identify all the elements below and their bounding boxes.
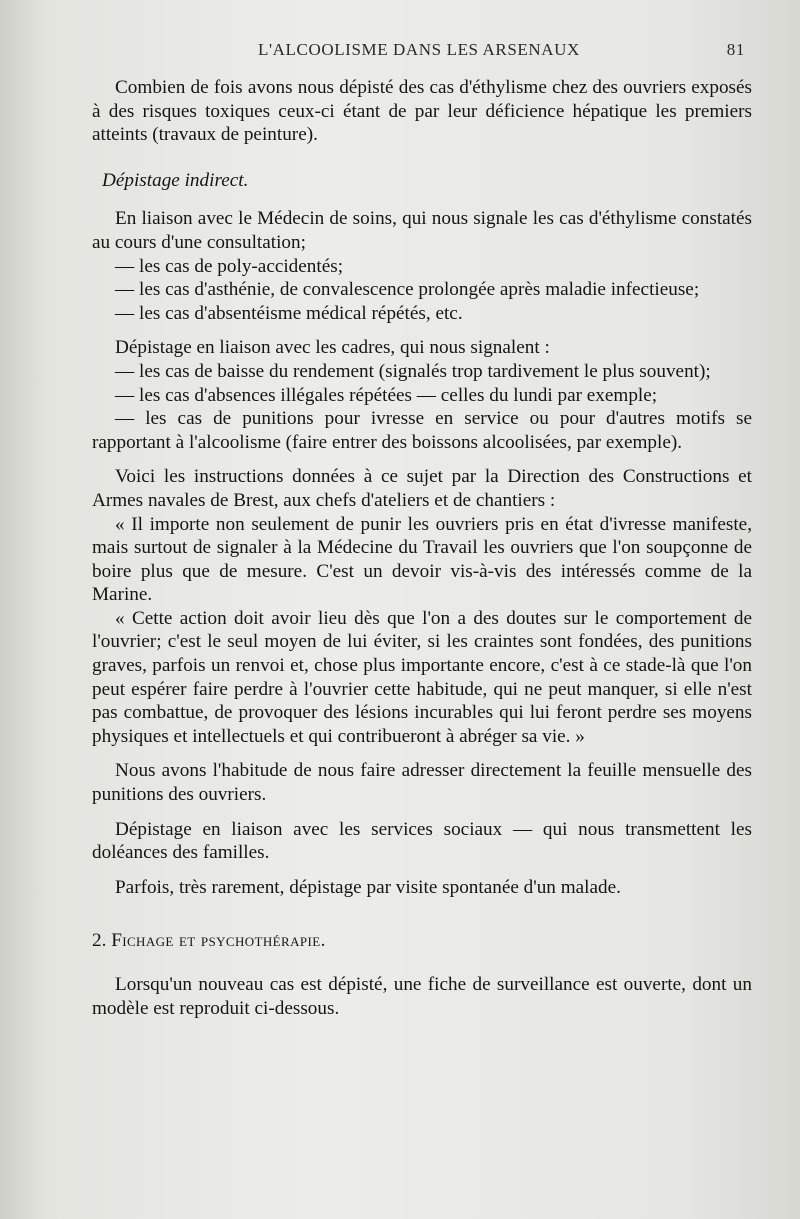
paragraph-instructions: Voici les instructions données à ce sujet par la Direction des Constructions et Armes navales de Brest, aux chefs d'ateliers et de chantiers :	[92, 466, 752, 511]
section-title: Fichage et psychothérapie.	[111, 930, 326, 952]
paragraph-surveillance-form: Lorsqu'un nouveau cas est dépisté, une fiche de surveillance est ouverte, dont un modèle est reproduit ci-dessous.	[92, 974, 752, 1019]
list-item: — les cas de punitions pour ivresse en service ou pour d'autres motifs se rapportant à l'alcoolisme (faire entrer des boissons alcoolisées, par exemple).	[92, 408, 752, 453]
paragraph-toxic-risks: Combien de fois avons nous dépisté des cas d'éthylisme chez des ouvriers exposés à des risques toxiques ceux-ci étant de par leur déficience hépatique les premiers atteints (travaux de peinture).	[92, 77, 752, 146]
paragraph-monthly-sheet: Nous avons l'habitude de nous faire adresser directement la feuille mensuelle des punitions des ouvriers.	[92, 760, 752, 806]
subheading-indirect-screening: Dépistage indirect.	[102, 169, 249, 191]
quote-paragraph: « Cette action doit avoir lieu dès que l'on a des doutes sur le comportement de l'ouvrier; c'est le seul moyen de lui éviter, si les craintes sont fondées, des punitions graves, parfois un renvoi et, chose plus importante encore, c'est à ce stade-là que l'on peut espérer faire perdre à l'ouvrier cette habitude, qui ne peut manquer, si elle n'est pas combattue, de provoquer des lésions incurables qui lui feront perdre ses moyens physiques et intellectuels et qui contribueront à abréger sa vie. »	[92, 607, 752, 747]
running-title: L'ALCOOLISME DANS LES ARSENAUX	[258, 40, 580, 59]
paragraph-spontaneous-visit: Parfois, très rarement, dépistage par visite spontanée d'un malade.	[115, 876, 621, 898]
section-number: 2.	[92, 930, 107, 952]
running-header	[92, 40, 745, 70]
paragraph-cadres-liaison: Dépistage en liaison avec les cadres, qui nous signalent :	[115, 337, 550, 359]
page-number: 81	[726, 40, 745, 59]
list-item: — les cas de baisse du rendement (signalés trop tardivement le plus souvent);	[115, 360, 711, 382]
paragraph-social-services: Dépistage en liaison avec les services sociaux — qui nous transmettent les doléances des familles.	[92, 818, 752, 864]
list-item: — les cas d'absences illégales répétées — celles du lundi par exemple;	[115, 384, 658, 406]
quote-paragraph: « Il importe non seulement de punir les ouvriers pris en état d'ivresse manifeste, mais surtout de signaler à la Médecine du Travail les ouvriers que l'on soupçonne de boire plus que de mesure. C'est un devoir vis-à-vis des intéressés comme de la Marine.	[92, 513, 752, 606]
list-item: — les cas d'asthénie, de convalescence prolongée après maladie infectieuse;	[115, 279, 700, 301]
list-item: — les cas de poly-accidentés;	[115, 255, 344, 277]
section-heading	[92, 929, 752, 953]
body-text	[92, 76, 752, 1020]
paragraph-medical-liaison: En liaison avec le Médecin de soins, qui nous signale les cas d'éthylisme constatés au cours d'une consultation;	[92, 208, 752, 253]
list-item: — les cas d'absentéisme médical répétés, etc.	[115, 302, 463, 324]
